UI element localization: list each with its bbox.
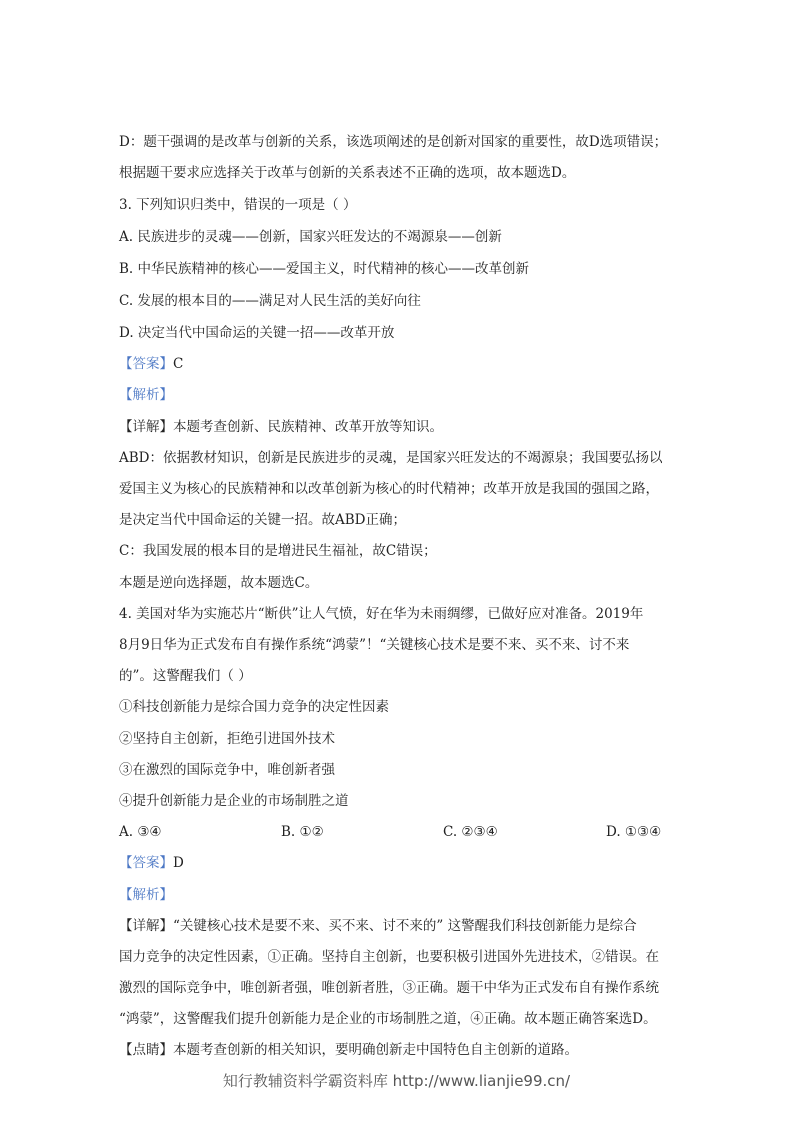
analysis-tag: 【解析】	[119, 387, 173, 403]
question-4-detail-line: 激烈的国际竞争中，唯创新者强，唯创新者胜，③正确。题干中华为正式发布自有操作系统	[119, 980, 659, 996]
question-3-option-a: A. 民族进步的灵魂——创新，国家兴旺发达的不竭源泉——创新	[119, 229, 502, 245]
detail-text: 本题考查创新、民族精神、改革开放等知识。	[173, 419, 443, 435]
question-4-choice-c: C. ②③④	[443, 824, 498, 840]
question-4-detail-line: 国力竞争的决定性因素，①正确。坚持自主创新，也要积极引进国外先进技术，②错误。在	[119, 949, 659, 965]
question-4-item: ④提升创新能力是企业的市场制胜之道	[119, 793, 349, 809]
answer-value: C	[173, 356, 184, 372]
question-4-detail-line: “鸿蒙”，这警醒我们提升创新能力是企业的市场制胜之道，④正确。故本题正确答案选D。	[119, 1011, 657, 1027]
question-3-detail-line: ABD：依据教材知识，创新是民族进步的灵魂，是国家兴旺发达的不竭源泉；我国要弘扬以	[119, 450, 663, 466]
question-4-choices	[119, 822, 679, 842]
question-4-item: ①科技创新能力是综合国力竞争的决定性因素	[119, 699, 389, 715]
question-4-detail-line	[119, 916, 637, 936]
question-3-analysis-heading	[119, 385, 173, 405]
question-4-answer	[119, 853, 184, 873]
question-3-detail-line: 爱国主义为核心的民族精神和以改革创新为核心的时代精神；改革开放是我国的强国之路，	[119, 481, 659, 497]
footer-watermark: 知行教辅资料学霸资料库 http://www.lianjie99.cn/	[222, 1072, 571, 1090]
question-3-detail-line: 本题是逆向选择题，故本题选C。	[119, 575, 319, 591]
question-4-tip	[119, 1040, 578, 1060]
question-3-detail-line: C：我国发展的根本目的是增进民生福祉，故C错误；	[119, 543, 437, 559]
question-4-choice-a: A. ③④	[119, 824, 162, 840]
detail-tag: 【详解】	[119, 419, 173, 435]
analysis-tag: 【解析】	[119, 887, 173, 903]
question-3-detail-line	[119, 417, 443, 437]
question-3-stem: 3. 下列知识归类中，错误的一项是（ ）	[119, 197, 357, 213]
question-3-option-c: C. 发展的根本目的——满足对人民生活的美好向往	[119, 293, 421, 309]
question-4-stem-line: 的”。这警醒我们（ ）	[119, 668, 252, 684]
question-4-item: ③在激烈的国际竞争中，唯创新者强	[119, 762, 335, 778]
prev-explanation-line: D：题干强调的是改革与创新的关系，该选项阐述的是创新对国家的重要性，故D选项错误；	[119, 134, 668, 150]
question-4-item: ②坚持自主创新，拒绝引进国外技术	[119, 731, 335, 747]
answer-tag: 【答案】	[119, 855, 173, 871]
tip-tag: 【点睛】	[119, 1042, 173, 1058]
prev-explanation-line: 根据题干要求应选择关于改革与创新的关系表述不正确的选项，故本题选D。	[119, 165, 576, 181]
question-4-stem-line: 8月9日华为正式发布自有操作系统“鸿蒙”！“关键核心技术是要不来、买不来、讨不来	[119, 637, 630, 653]
answer-value: D	[173, 855, 184, 871]
question-3-option-d: D. 决定当代中国命运的关键一招——改革开放	[119, 325, 395, 341]
question-3-detail-line: 是决定当代中国命运的关键一招。故ABD正确；	[119, 512, 406, 528]
tip-text: 本题考查创新的相关知识，要明确创新走中国特色自主创新的道路。	[173, 1042, 578, 1058]
detail-tag: 【详解】	[119, 918, 173, 934]
question-3-option-b: B. 中华民族精神的核心——爱国主义，时代精神的核心——改革创新	[119, 261, 530, 277]
question-4-stem-line: 4. 美国对华为实施芯片“断供”让人气愤，好在华为未雨绸缪，已做好应对准备。2019年	[119, 606, 644, 622]
question-4-choice-d: D. ①③④	[606, 824, 662, 840]
question-4-choice-b: B. ①②	[281, 824, 324, 840]
answer-tag: 【答案】	[119, 356, 173, 372]
question-4-analysis-heading	[119, 885, 173, 905]
question-3-answer	[119, 354, 183, 374]
detail-text: “关键核心技术是要不来、买不来、讨不来的” 这警醒我们科技创新能力是综合	[173, 918, 637, 934]
